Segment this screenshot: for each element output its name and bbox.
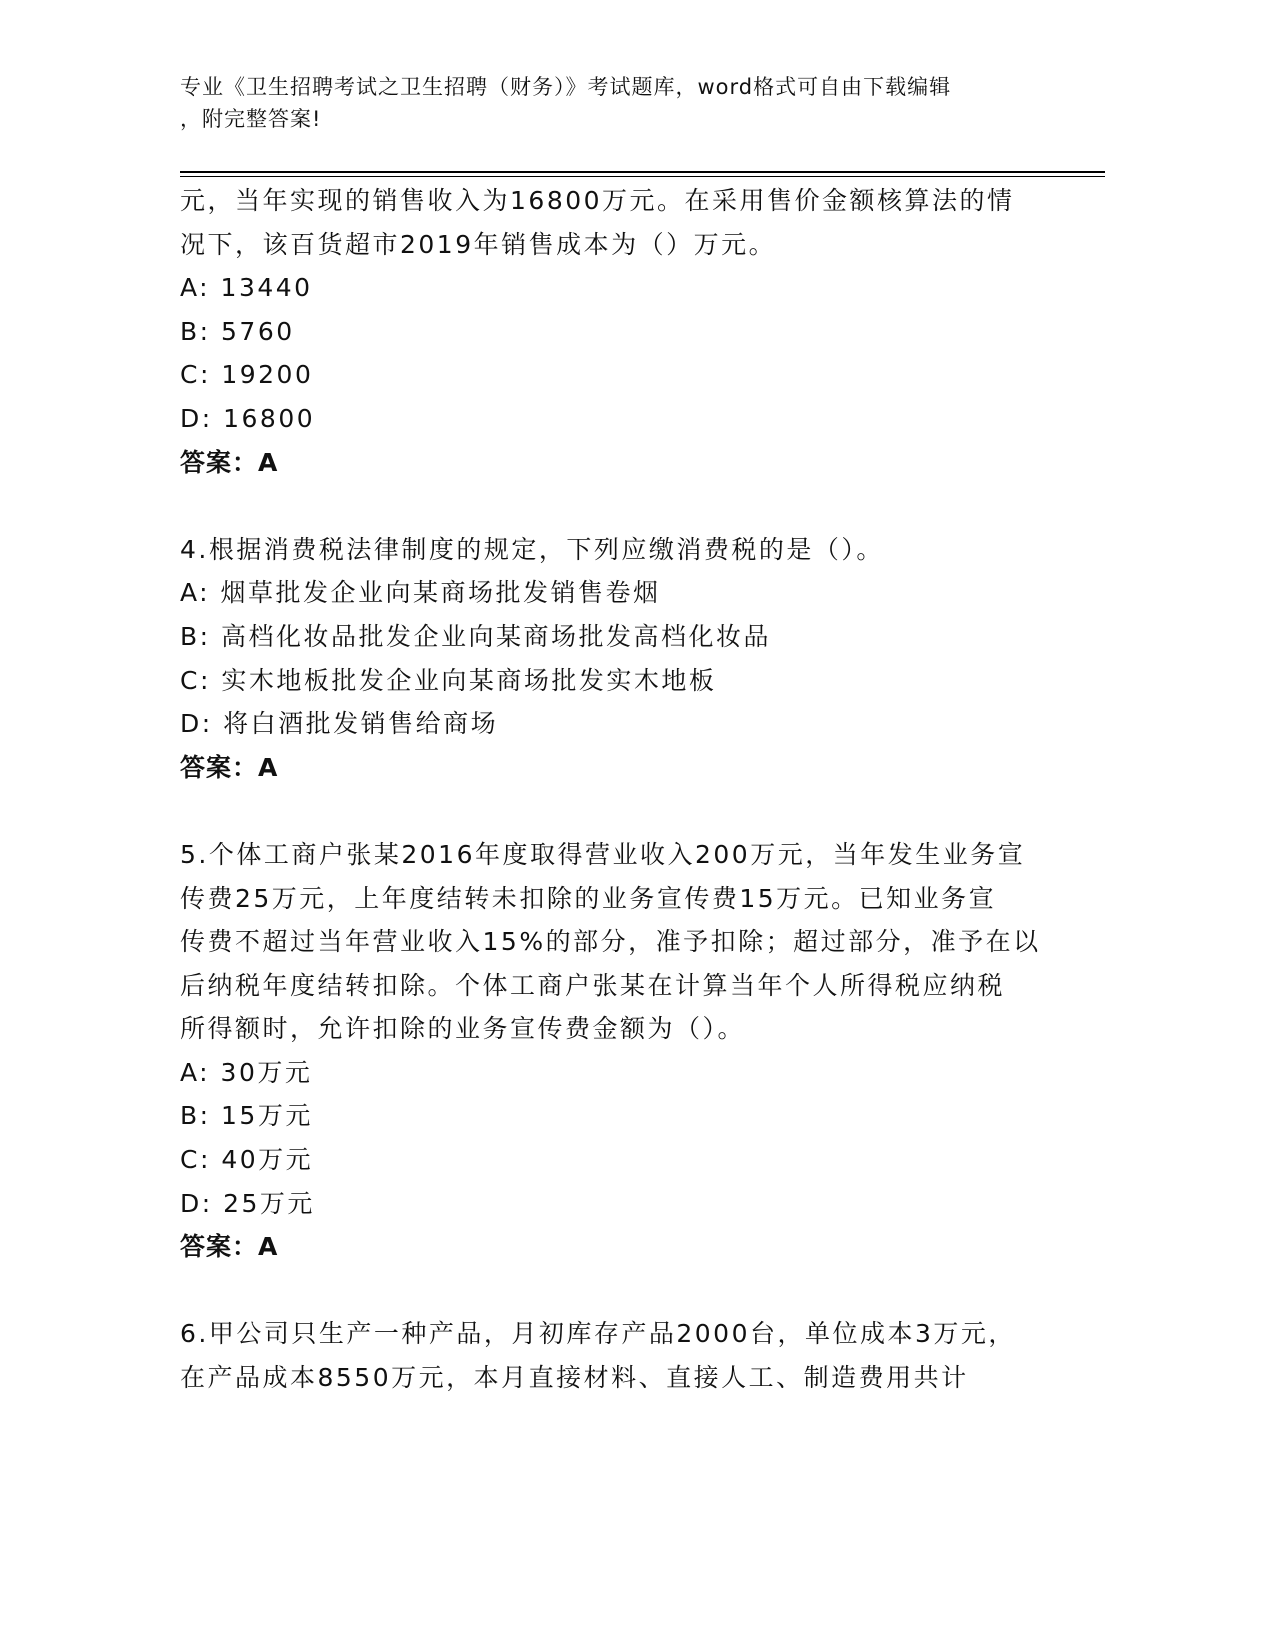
- header-line: 专业《卫生招聘考试之卫生招聘（财务）》考试题库，word格式可自由下载编辑: [180, 75, 952, 99]
- header-divider: [180, 176, 1105, 177]
- question-block: [180, 833, 1080, 1269]
- question-block: [180, 528, 1080, 790]
- question-stem-line: 4.根据消费税法律制度的规定，下列应缴消费税的是（）。: [180, 534, 884, 564]
- answer-option: C: 19200: [180, 360, 314, 390]
- answer-option: B: 高档化妆品批发企业向某商场批发高档化妆品: [180, 621, 772, 651]
- answer-option: A: 烟草批发企业向某商场批发销售卷烟: [180, 578, 661, 608]
- correct-answer: 答案：A: [180, 447, 279, 477]
- answer-option: D: 25万元: [180, 1188, 315, 1218]
- header-line: ，附完整答案!: [180, 107, 322, 131]
- question-stem-line: 在产品成本8550万元，本月直接材料、直接人工、制造费用共计: [180, 1363, 969, 1393]
- question-stem-line: 5.个体工商户张某2016年度取得营业收入200万元，当年发生业务宣: [180, 839, 1026, 869]
- spacer: [180, 789, 1080, 833]
- answer-option: B: 15万元: [180, 1101, 313, 1131]
- answer-option: B: 5760: [180, 316, 295, 346]
- answer-option: C: 实木地板批发企业向某商场批发实木地板: [180, 665, 717, 695]
- spacer: [180, 1269, 1080, 1313]
- answer-option: A: 30万元: [180, 1057, 313, 1087]
- question-block: [180, 179, 1080, 484]
- question-list: [180, 179, 1080, 1400]
- question-stem-line: 传费不超过当年营业收入15%的部分，准予扣除；超过部分，准予在以: [180, 927, 1041, 957]
- question-stem-line: 后纳税年度结转扣除。个体工商户张某在计算当年个人所得税应纳税: [180, 970, 1006, 1000]
- answer-option: C: 40万元: [180, 1145, 314, 1175]
- answer-option: A: 13440: [180, 273, 313, 303]
- question-stem-line: 6.甲公司只生产一种产品，月初库存产品2000台，单位成本3万元，: [180, 1319, 1016, 1349]
- question-stem-line: 元，当年实现的销售收入为16800万元。在采用售价金额核算法的情: [180, 186, 1015, 215]
- question-stem-line: 所得额时，允许扣除的业务宣传费金额为（）。: [180, 1014, 746, 1044]
- document-header: [180, 71, 1080, 135]
- answer-option: D: 16800: [180, 403, 316, 433]
- header-divider: [180, 171, 1105, 173]
- spacer: [180, 484, 1080, 528]
- question-block: [180, 1312, 1080, 1399]
- answer-option: D: 将白酒批发销售给商场: [180, 709, 499, 739]
- question-stem-line: 传费25万元，上年度结转未扣除的业务宣传费15万元。已知业务宣: [180, 883, 997, 913]
- correct-answer: 答案：A: [180, 1232, 279, 1262]
- correct-answer: 答案：A: [180, 752, 279, 782]
- question-stem-line: 况下，该百货超市2019年销售成本为（）万元。: [180, 229, 777, 259]
